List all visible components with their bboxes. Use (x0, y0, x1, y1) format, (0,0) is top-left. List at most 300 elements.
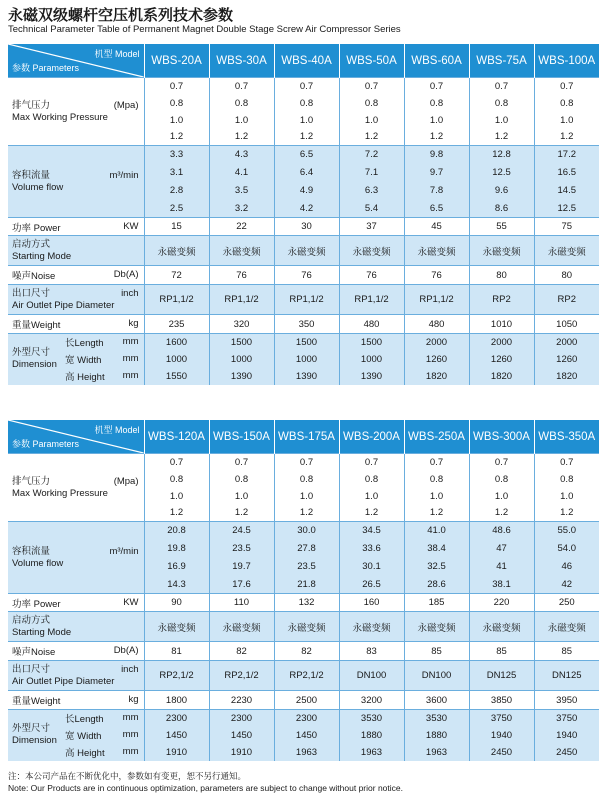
outlet-value: DN100 (339, 661, 404, 691)
pressure-value: 1.2 (274, 505, 339, 522)
pressure-value: 0.8 (274, 471, 339, 488)
volume-value: 7.8 (404, 182, 469, 200)
pressure-value: 0.7 (404, 78, 469, 95)
volume-value: 48.6 (469, 522, 534, 540)
weight-value: 1010 (469, 315, 534, 334)
noise-label (8, 266, 144, 285)
noise-value: 85 (534, 642, 599, 661)
volume-value: 16.5 (534, 164, 599, 182)
pressure-value: 0.8 (209, 471, 274, 488)
volume-value: 2.5 (144, 200, 209, 218)
outlet-value: RP1,1/2 (404, 285, 469, 315)
outlet-value: RP2,1/2 (274, 661, 339, 691)
length-label-text: 长Length (65, 714, 104, 726)
pressure-value: 0.8 (339, 471, 404, 488)
power-value: 132 (274, 594, 339, 612)
pressure-value: 0.7 (534, 78, 599, 95)
power-value: 110 (209, 594, 274, 612)
start-value: 永磁变频 (469, 236, 534, 266)
start-value: 永磁变频 (274, 612, 339, 642)
volume-value: 3.2 (209, 200, 274, 218)
noise-value: 85 (469, 642, 534, 661)
power-value: 15 (144, 218, 209, 236)
pressure-value: 1.2 (404, 129, 469, 146)
width-value: 1260 (404, 351, 469, 368)
model-name: WBS-20A (144, 44, 209, 78)
height-row (8, 744, 599, 761)
start-value: 永磁变频 (469, 612, 534, 642)
width-label-text: 宽 Width (65, 731, 102, 742)
length-value: 3750 (469, 710, 534, 727)
volume-label-cn: 容积流量 (12, 169, 51, 181)
dimension-label-cn: 外型尺寸 (12, 347, 51, 359)
dimension-label (8, 710, 63, 761)
pressure-value: 1.2 (209, 505, 274, 522)
volume-value: 55.0 (534, 522, 599, 540)
pressure-value: 1.0 (274, 112, 339, 129)
start-value: 永磁变频 (209, 612, 274, 642)
volume-value: 4.1 (209, 164, 274, 182)
weight-value: 480 (339, 315, 404, 334)
pressure-value: 0.8 (339, 95, 404, 112)
outlet-value: DN100 (404, 661, 469, 691)
volume-label (8, 522, 144, 594)
pressure-label (8, 454, 144, 522)
weight-value: 1050 (534, 315, 599, 334)
page-subtitle: Technical Parameter Table of Permanent Magnet Double Stage Screw Air Compressor Series (8, 24, 401, 35)
start-row (8, 236, 599, 266)
volume-value: 7.2 (339, 146, 404, 164)
volume-value: 20.8 (144, 522, 209, 540)
height-value: 1963 (404, 744, 469, 761)
volume-value: 6.5 (274, 146, 339, 164)
noise-label-text: 噪声Noise (12, 647, 56, 658)
width-label (63, 351, 144, 368)
start-label-cn: 启动方式 (12, 238, 51, 250)
volume-value: 27.8 (274, 540, 339, 558)
length-value: 2300 (209, 710, 274, 727)
start-row (8, 612, 599, 642)
outlet-value: DN125 (469, 661, 534, 691)
pressure-value: 1.0 (209, 112, 274, 129)
noise-value: 85 (404, 642, 469, 661)
note-en: Note: Our Products are in continuous optimization, parameters are subject to change without prior notice. (8, 783, 403, 793)
model-label: 机型 Model (94, 425, 140, 435)
height-value: 1550 (144, 368, 209, 385)
outlet-label (8, 285, 144, 315)
volume-value: 46 (534, 558, 599, 576)
volume-value: 23.5 (274, 558, 339, 576)
height-label (63, 744, 144, 761)
weight-value: 1800 (144, 691, 209, 710)
width-value: 1880 (404, 727, 469, 744)
pressure-value: 1.2 (339, 129, 404, 146)
pressure-value: 1.0 (339, 488, 404, 505)
pressure-value: 1.0 (469, 112, 534, 129)
height-value: 2450 (469, 744, 534, 761)
weight-row (8, 691, 599, 710)
outlet-label-cn: 出口尺寸 (12, 663, 51, 675)
spec-table-2 (8, 420, 599, 761)
volume-value: 24.5 (209, 522, 274, 540)
pressure-label-en: Max Working Pressure (12, 111, 108, 123)
pressure-value: 0.7 (144, 78, 209, 95)
pressure-unit: (Mpa) (113, 475, 139, 487)
power-row (8, 218, 599, 236)
pressure-value: 1.0 (534, 488, 599, 505)
model-name: WBS-175A (274, 420, 339, 454)
pressure-value: 0.7 (339, 78, 404, 95)
length-value: 3750 (534, 710, 599, 727)
weight-label (8, 315, 144, 334)
start-label-cn: 启动方式 (12, 614, 51, 626)
pressure-label-cn: 排气压力 (12, 99, 51, 111)
outlet-label-en: Air Outlet Pipe Diameter (12, 299, 115, 311)
pressure-value: 0.8 (144, 95, 209, 112)
start-label-en: Starting Mode (12, 626, 72, 638)
volume-value: 21.8 (274, 576, 339, 594)
width-label (63, 727, 144, 744)
pressure-value: 0.7 (274, 78, 339, 95)
length-value: 3530 (339, 710, 404, 727)
volume-row (8, 146, 599, 164)
model-name: WBS-120A (144, 420, 209, 454)
height-value: 1910 (209, 744, 274, 761)
pressure-value: 1.2 (209, 129, 274, 146)
length-value: 2300 (144, 710, 209, 727)
height-value: 1963 (339, 744, 404, 761)
model-name: WBS-300A (469, 420, 534, 454)
page-title: 永磁双级螺杆空压机系列技术参数 (8, 7, 234, 24)
noise-row (8, 266, 599, 285)
pressure-value: 1.0 (404, 488, 469, 505)
outlet-value: RP2 (534, 285, 599, 315)
volume-value: 54.0 (534, 540, 599, 558)
length-value: 1600 (144, 334, 209, 351)
start-value: 永磁变频 (534, 612, 599, 642)
length-value: 2000 (534, 334, 599, 351)
model-name: WBS-200A (339, 420, 404, 454)
volume-value: 30.1 (339, 558, 404, 576)
height-value: 1390 (274, 368, 339, 385)
pressure-value: 0.8 (404, 95, 469, 112)
start-label-en: Starting Mode (12, 250, 72, 262)
length-label-text: 长Length (65, 338, 104, 350)
height-value: 1390 (339, 368, 404, 385)
start-value: 永磁变频 (339, 612, 404, 642)
start-label (8, 236, 144, 266)
noise-value: 83 (339, 642, 404, 661)
start-value: 永磁变频 (534, 236, 599, 266)
pressure-value: 0.7 (144, 454, 209, 471)
length-unit: mm (122, 336, 139, 348)
model-name: WBS-60A (404, 44, 469, 78)
power-value: 22 (209, 218, 274, 236)
length-value: 2300 (274, 710, 339, 727)
volume-value: 6.4 (274, 164, 339, 182)
volume-value: 19.8 (144, 540, 209, 558)
pressure-value: 1.0 (209, 488, 274, 505)
width-row (8, 727, 599, 744)
width-value: 1450 (274, 727, 339, 744)
volume-label-en: Volume flow (12, 557, 64, 569)
noise-value: 81 (144, 642, 209, 661)
header-row (8, 420, 599, 454)
header-label-cell (8, 44, 144, 78)
pressure-value: 1.0 (404, 112, 469, 129)
length-unit: mm (122, 712, 139, 724)
weight-value: 3850 (469, 691, 534, 710)
note-cn: 注：本公司产品在不断优化中，参数如有变更，恕不另行通知。 (8, 771, 247, 781)
pressure-value: 1.2 (339, 505, 404, 522)
power-label-text: 功率 Power (12, 222, 61, 234)
height-value: 1820 (404, 368, 469, 385)
start-value: 永磁变频 (339, 236, 404, 266)
pressure-value: 0.7 (469, 78, 534, 95)
noise-value: 82 (209, 642, 274, 661)
power-value: 185 (404, 594, 469, 612)
pressure-value: 1.0 (339, 112, 404, 129)
noise-value: 76 (209, 266, 274, 285)
pressure-value: 0.8 (144, 471, 209, 488)
pressure-value: 0.7 (339, 454, 404, 471)
weight-value: 3950 (534, 691, 599, 710)
width-value: 1000 (274, 351, 339, 368)
start-value: 永磁变频 (209, 236, 274, 266)
outlet-value: RP1,1/2 (144, 285, 209, 315)
width-value: 1000 (209, 351, 274, 368)
width-value: 1000 (144, 351, 209, 368)
pressure-value: 1.0 (144, 488, 209, 505)
volume-value: 32.5 (404, 558, 469, 576)
length-label (63, 710, 144, 727)
pressure-label (8, 78, 144, 146)
noise-value: 82 (274, 642, 339, 661)
volume-value: 38.1 (469, 576, 534, 594)
height-unit: mm (122, 370, 139, 381)
dimension-label-cn: 外型尺寸 (12, 723, 51, 735)
pressure-value: 0.8 (209, 95, 274, 112)
volume-value: 3.3 (144, 146, 209, 164)
volume-value: 41.0 (404, 522, 469, 540)
outlet-value: RP2,1/2 (144, 661, 209, 691)
outlet-label (8, 661, 144, 691)
width-value: 1940 (469, 727, 534, 744)
volume-value: 5.4 (339, 200, 404, 218)
outlet-value: RP1,1/2 (339, 285, 404, 315)
weight-value: 2230 (209, 691, 274, 710)
pressure-value: 0.8 (469, 95, 534, 112)
model-name: WBS-250A (404, 420, 469, 454)
pressure-row (8, 454, 599, 471)
pressure-value: 0.7 (209, 78, 274, 95)
pressure-value: 0.8 (534, 95, 599, 112)
width-value: 1260 (534, 351, 599, 368)
start-label (8, 612, 144, 642)
pressure-value: 1.2 (144, 129, 209, 146)
dimension-label-en: Dimension (12, 735, 57, 747)
dimension-label-en: Dimension (12, 359, 57, 371)
noise-label-text: 噪声Noise (12, 271, 56, 282)
height-row (8, 368, 599, 385)
length-row (8, 710, 599, 727)
outlet-unit: inch (121, 663, 139, 675)
volume-value: 9.8 (404, 146, 469, 164)
noise-value: 80 (469, 266, 534, 285)
volume-value: 12.5 (469, 164, 534, 182)
weight-label-text: 重量Weight (12, 696, 61, 707)
weight-unit: kg (128, 318, 139, 329)
pressure-value: 1.2 (469, 505, 534, 522)
header-row (8, 44, 599, 78)
outlet-value: RP2,1/2 (209, 661, 274, 691)
pressure-value: 1.2 (144, 505, 209, 522)
param-label: 参数 Parameters (12, 439, 80, 449)
pressure-row (8, 78, 599, 95)
volume-value: 12.5 (534, 200, 599, 218)
power-value: 37 (339, 218, 404, 236)
power-value: 160 (339, 594, 404, 612)
length-value: 2000 (404, 334, 469, 351)
pressure-value: 1.0 (144, 112, 209, 129)
volume-value: 7.1 (339, 164, 404, 182)
power-label (8, 594, 144, 612)
outlet-value: RP1,1/2 (209, 285, 274, 315)
noise-unit: Db(A) (113, 645, 139, 656)
volume-value: 34.5 (339, 522, 404, 540)
pressure-value: 1.2 (274, 129, 339, 146)
power-value: 55 (469, 218, 534, 236)
noise-value: 76 (274, 266, 339, 285)
height-value: 1963 (274, 744, 339, 761)
volume-value: 4.3 (209, 146, 274, 164)
weight-row (8, 315, 599, 334)
outlet-row (8, 661, 599, 691)
noise-value: 76 (339, 266, 404, 285)
pressure-label-cn: 排气压力 (12, 475, 51, 487)
pressure-value: 1.2 (469, 129, 534, 146)
pressure-value: 0.7 (534, 454, 599, 471)
power-label-text: 功率 Power (12, 598, 61, 610)
power-unit: KW (123, 220, 139, 232)
width-unit: mm (122, 729, 139, 740)
noise-value: 76 (404, 266, 469, 285)
pressure-value: 0.8 (534, 471, 599, 488)
noise-label (8, 642, 144, 661)
pressure-value: 1.0 (469, 488, 534, 505)
dimension-label (8, 334, 63, 385)
pressure-value: 1.0 (534, 112, 599, 129)
volume-value: 28.6 (404, 576, 469, 594)
pressure-value: 0.7 (469, 454, 534, 471)
pressure-value: 0.7 (209, 454, 274, 471)
pressure-value: 1.0 (274, 488, 339, 505)
power-value: 250 (534, 594, 599, 612)
pressure-unit: (Mpa) (113, 99, 139, 111)
volume-label (8, 146, 144, 218)
volume-value: 19.7 (209, 558, 274, 576)
width-value: 1940 (534, 727, 599, 744)
volume-value: 2.8 (144, 182, 209, 200)
noise-unit: Db(A) (113, 269, 139, 280)
power-value: 220 (469, 594, 534, 612)
outlet-row (8, 285, 599, 315)
volume-value: 8.6 (469, 200, 534, 218)
weight-value: 350 (274, 315, 339, 334)
power-value: 90 (144, 594, 209, 612)
volume-value: 23.5 (209, 540, 274, 558)
volume-value: 3.1 (144, 164, 209, 182)
length-value: 1500 (274, 334, 339, 351)
volume-value: 17.2 (534, 146, 599, 164)
volume-value: 41 (469, 558, 534, 576)
height-unit: mm (122, 746, 139, 757)
height-value: 1820 (469, 368, 534, 385)
model-label: 机型 Model (94, 49, 140, 59)
width-value: 1000 (339, 351, 404, 368)
width-row (8, 351, 599, 368)
height-value: 1820 (534, 368, 599, 385)
model-name: WBS-75A (469, 44, 534, 78)
outlet-value: DN125 (534, 661, 599, 691)
width-value: 1880 (339, 727, 404, 744)
volume-value: 17.6 (209, 576, 274, 594)
outlet-unit: inch (121, 287, 139, 299)
volume-unit: m³/min (109, 545, 139, 557)
weight-label (8, 691, 144, 710)
height-label-text: 高 Height (65, 372, 105, 383)
width-unit: mm (122, 353, 139, 364)
model-name: WBS-150A (209, 420, 274, 454)
length-value: 1500 (339, 334, 404, 351)
power-value: 75 (534, 218, 599, 236)
height-label (63, 368, 144, 385)
pressure-value: 1.2 (534, 129, 599, 146)
volume-value: 9.7 (404, 164, 469, 182)
start-value: 永磁变频 (144, 612, 209, 642)
start-value: 永磁变频 (404, 612, 469, 642)
volume-value: 16.9 (144, 558, 209, 576)
height-label-text: 高 Height (65, 748, 105, 759)
power-value: 45 (404, 218, 469, 236)
weight-value: 3600 (404, 691, 469, 710)
model-name: WBS-30A (209, 44, 274, 78)
model-name: WBS-50A (339, 44, 404, 78)
width-value: 1450 (144, 727, 209, 744)
volume-value: 4.2 (274, 200, 339, 218)
volume-value: 14.5 (534, 182, 599, 200)
weight-value: 235 (144, 315, 209, 334)
height-value: 2450 (534, 744, 599, 761)
header-label-cell (8, 420, 144, 454)
pressure-value: 0.7 (404, 454, 469, 471)
outlet-label-cn: 出口尺寸 (12, 287, 51, 299)
volume-value: 42 (534, 576, 599, 594)
length-value: 2000 (469, 334, 534, 351)
volume-label-en: Volume flow (12, 181, 64, 193)
model-name: WBS-40A (274, 44, 339, 78)
volume-value: 30.0 (274, 522, 339, 540)
model-name: WBS-100A (534, 44, 599, 78)
pressure-value: 1.2 (404, 505, 469, 522)
volume-value: 4.9 (274, 182, 339, 200)
weight-value: 480 (404, 315, 469, 334)
volume-unit: m³/min (109, 169, 139, 181)
volume-value: 33.6 (339, 540, 404, 558)
outlet-label-en: Air Outlet Pipe Diameter (12, 675, 115, 687)
volume-value: 38.4 (404, 540, 469, 558)
volume-value: 14.3 (144, 576, 209, 594)
